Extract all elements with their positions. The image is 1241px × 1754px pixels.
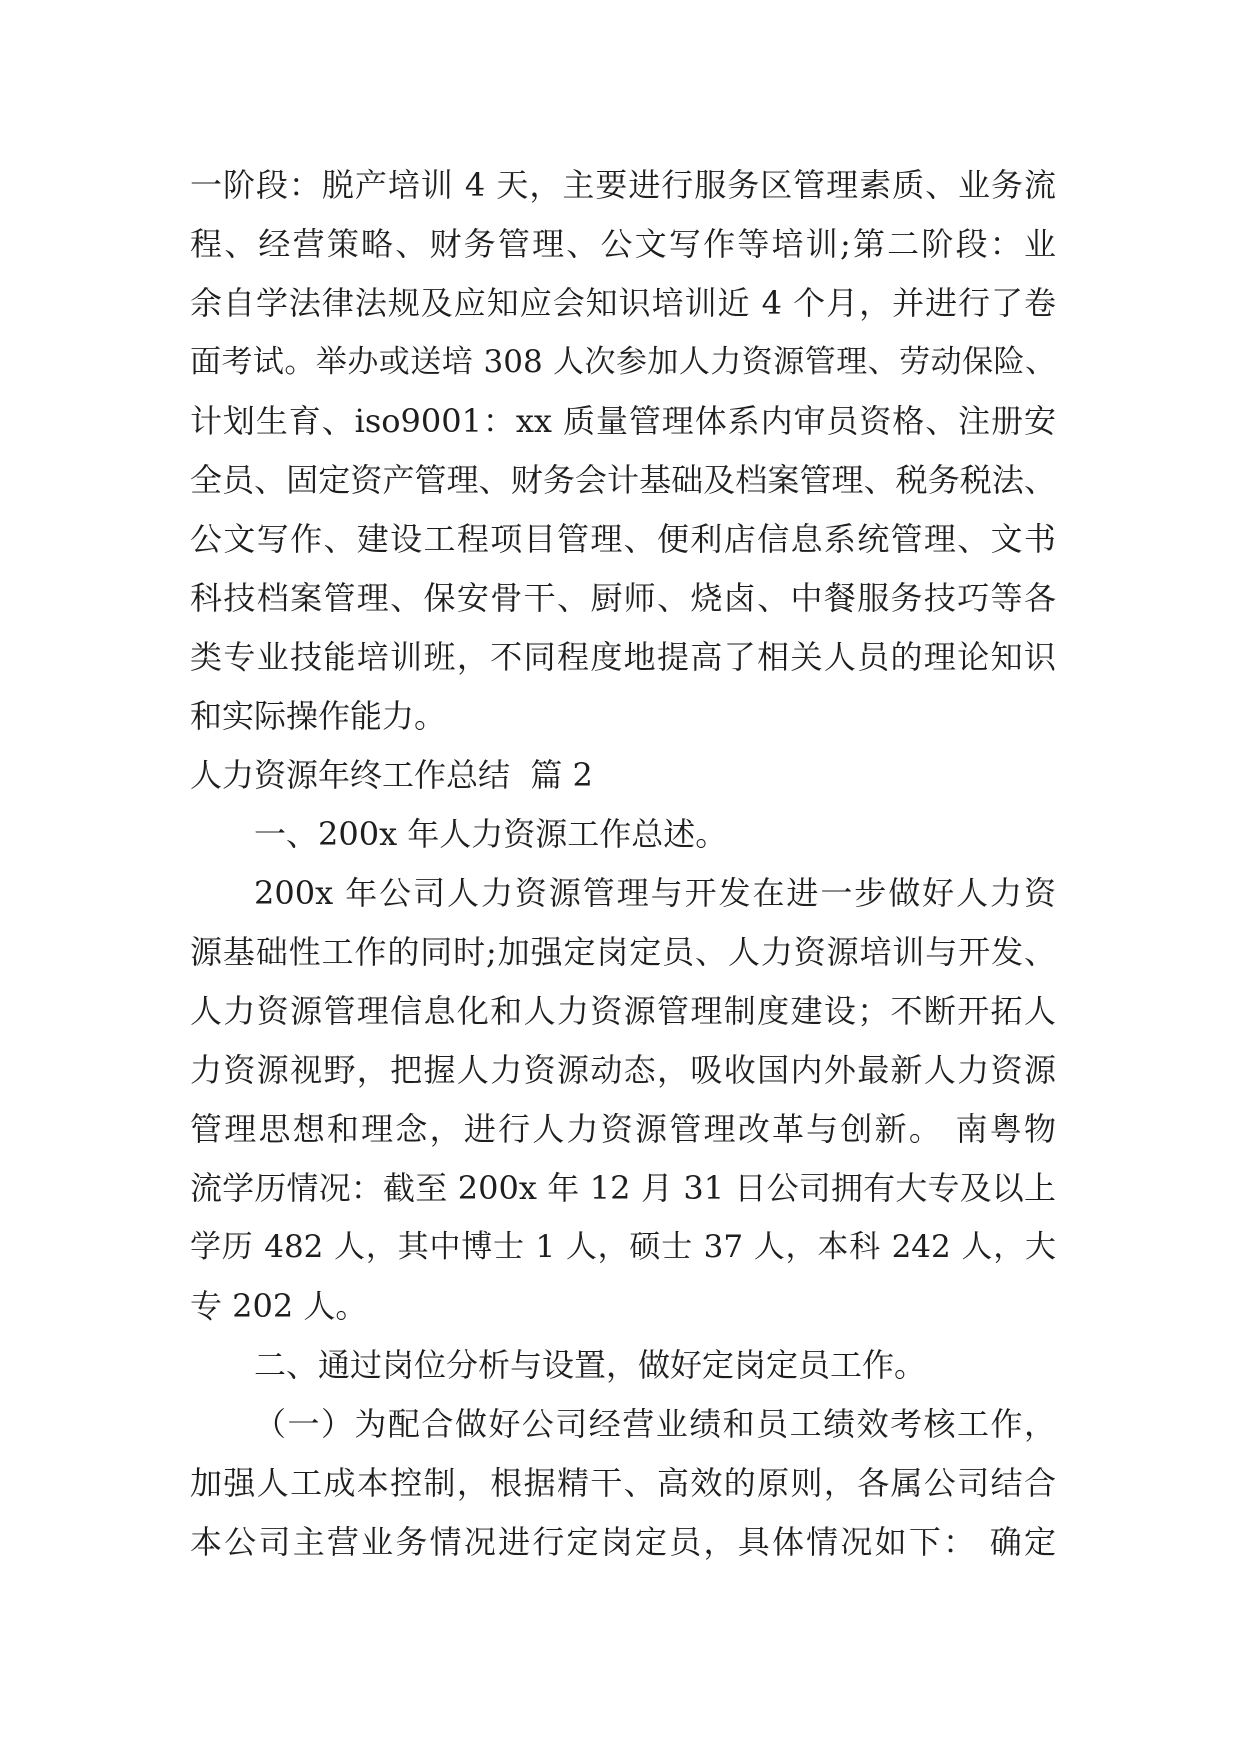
text-line: 公文写作、建设工程项目管理、便利店信息系统管理、文书 [190,520,1056,558]
paragraph-staffing [190,1395,1241,1572]
text-line: 200x 年公司人力资源管理与开发在进一步做好人力资 [254,874,1056,912]
section-heading: 二、通过岗位分析与设置，做好定岗定员工作。 [254,1346,927,1384]
text-line: 科技档案管理、保安骨干、厨师、烧卤、中餐服务技巧等各 [190,579,1056,617]
text-line: 管理思想和理念，进行人力资源管理改革与创新。 南粤物 [190,1110,1056,1148]
section-heading: 一、200x 年人力资源工作总述。 [254,815,728,853]
text-line: 人力资源管理信息化和人力资源管理制度建设；不断开拓人 [190,992,1056,1030]
text-line: （一）为配合做好公司经营业绩和员工绩效考核工作， [254,1405,1056,1443]
text-line: 力资源视野，把握人力资源动态，吸收国内外最新人力资源 [190,1051,1056,1089]
text-line: 专 202 人。 [190,1287,368,1325]
paragraph-training [190,156,1241,746]
text-line: 本公司主营业务情况进行定岗定员，具体情况如下： 确定 [190,1523,1056,1561]
text-line: 面考试。举办或送培 308 人次参加人力资源管理、劳动保险、 [190,344,1056,380]
text-line: 程、经营策略、财务管理、公文写作等培训;第二阶段：业 [190,225,1056,263]
document-section-title: 人力资源年终工作总结 篇 2 [190,756,593,794]
text-line: 计划生育、iso9001：xx 质量管理体系内审员资格、注册安 [190,402,1056,440]
paragraph-overview [190,864,1241,1336]
text-line: 一阶段：脱产培训 4 天，主要进行服务区管理素质、业务流 [190,166,1056,204]
text-line: 学历 482 人，其中博士 1 人，硕士 37 人，本科 242 人，大 [190,1229,1056,1265]
text-line: 类专业技能培训班，不同程度地提高了相关人员的理论知识 [190,638,1056,676]
text-line: 余自学法律法规及应知应会知识培训近 4 个月，并进行了卷 [190,284,1056,322]
text-line: 和实际操作能力。 [190,697,447,735]
text-line: 流学历情况：截至 200x 年 12 月 31 日公司拥有大专及以上 [190,1169,1056,1207]
text-line: 源基础性工作的同时;加强定岗定员、人力资源培训与开发、 [190,933,1056,971]
text-line: 加强人工成本控制，根据精干、高效的原则，各属公司结合 [190,1464,1056,1502]
text-line: 全员、固定资产管理、财务会计基础及档案管理、税务税法、 [190,461,1056,499]
